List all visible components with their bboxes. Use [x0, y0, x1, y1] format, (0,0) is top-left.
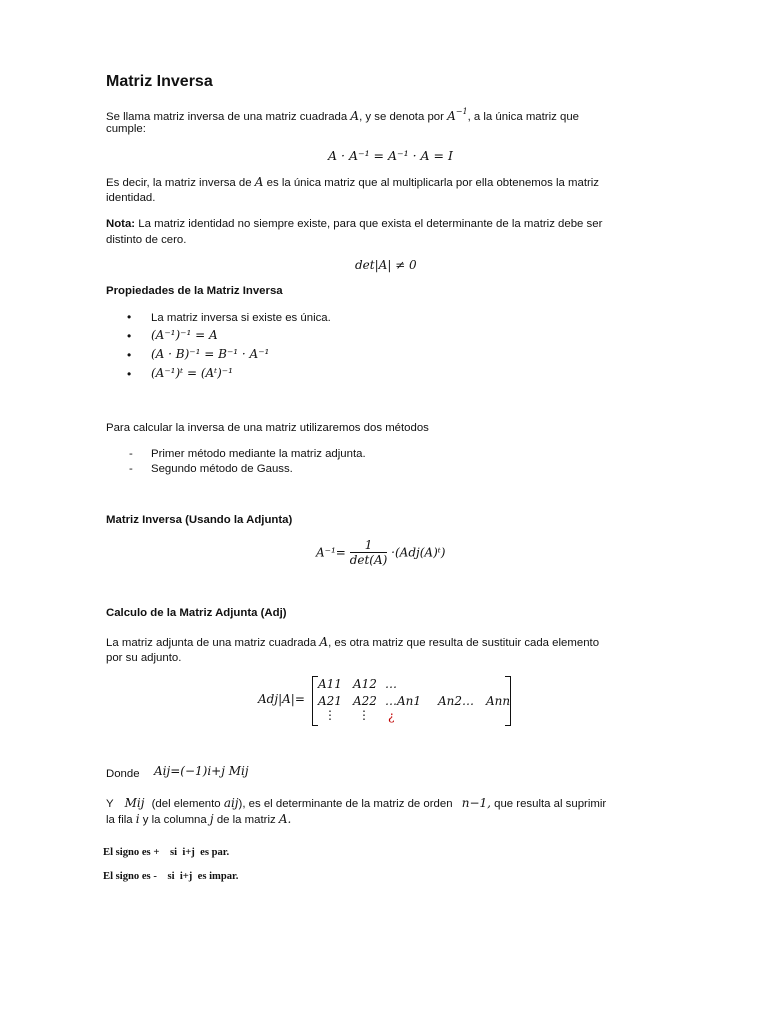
dash-marker: - — [129, 448, 133, 460]
es-decir-line-1 — [106, 174, 599, 191]
signo-par: El signo es + si i+j es par. — [103, 847, 230, 858]
nota-text: La matriz identidad no siempre existe, para que exista el determinante de la matriz debe ser — [135, 218, 603, 230]
es-decir-text-post: es la única matriz que al multiplicarla por ella obtenemos la matriz — [266, 177, 600, 189]
matrix-cell: A11 — [318, 677, 342, 691]
y-line-text-3: que resulta al suprimir — [494, 798, 607, 810]
matrix-cell: ¿ — [388, 709, 395, 723]
var-a: A. — [278, 812, 292, 826]
det-equation: det|A| ≠ 0 — [355, 258, 417, 272]
propiedad-item: (A · B)⁻¹ = B⁻¹ · A⁻¹ — [151, 347, 270, 361]
matrix-cell: An2… — [438, 694, 475, 708]
metodo-item: Primer método mediante la matriz adjunta. — [151, 448, 366, 460]
i-symbol: i — [135, 812, 140, 826]
calculo-text: La matriz adjunta de una matriz cuadrada — [106, 637, 317, 649]
matrix-cell: ⋮ — [324, 708, 336, 722]
matrix-cell: Ann — [486, 694, 511, 708]
calculo-heading: Calculo de la Matriz Adjunta (Adj) — [106, 607, 287, 619]
propiedad-item: La matriz inversa si existe es única. — [151, 312, 331, 324]
var-a: A — [319, 635, 329, 649]
y-label: Y — [106, 798, 114, 810]
fila-text-mid: y la columna — [142, 814, 207, 826]
mij-symbol: Mij — [124, 796, 145, 810]
propiedad-item: (A⁻¹)ᵗ = (Aᵗ)⁻¹ — [151, 366, 233, 380]
matrix-lhs: Adj|A|= — [258, 692, 305, 706]
j-symbol: j — [209, 812, 214, 826]
propiedades-heading: Propiedades de la Matriz Inversa — [106, 285, 283, 297]
adjunta-lhs: A⁻¹= — [316, 545, 346, 560]
intro-text-mid: , y se denota por — [359, 111, 444, 123]
matrix-cell: ⋮ — [358, 708, 370, 722]
dash-marker: - — [129, 463, 133, 475]
metodos-intro: Para calcular la inversa de una matriz utilizaremos dos métodos — [106, 422, 429, 434]
es-decir-text: Es decir, la matriz inversa de — [106, 177, 252, 189]
intro-text-post: , a la única matriz que — [467, 111, 579, 123]
adjunta-heading: Matriz Inversa (Usando la Adjunta) — [106, 514, 293, 526]
definition-equation — [328, 148, 453, 163]
bullet-icon: • — [127, 310, 132, 324]
intro-line-1 — [106, 104, 579, 125]
fila-text-post: de la matriz — [216, 814, 276, 826]
var-a: A — [350, 109, 360, 123]
order-symbol: n−1, — [461, 796, 491, 810]
calculo-text-post: , es otra matriz que resulta de sustituir cada elemento — [328, 637, 600, 649]
adjunta-equation — [316, 538, 445, 567]
y-line-text-2: ), es el determinante de la matriz de orden — [238, 798, 453, 810]
fraction-denominator: det(A) — [349, 553, 388, 567]
intro-line-2: cumple: — [106, 123, 146, 135]
fraction-numerator: 1 — [350, 538, 388, 553]
signo-impar: El signo es - si i+j es impar. — [103, 871, 239, 882]
nota-line-2: distinto de cero. — [106, 234, 187, 246]
fila-text: la fila — [106, 814, 133, 826]
y-line-text: (del elemento — [151, 798, 221, 810]
bullet-icon: • — [127, 367, 132, 381]
matrix-cell: A12 — [353, 677, 377, 691]
aij-symbol: aij — [223, 796, 239, 810]
donde-label: Donde — [106, 768, 140, 780]
adjunta-rhs: ·(Adj(A)ᵗ) — [391, 545, 446, 560]
calculo-line-2: por su adjunto. — [106, 652, 182, 664]
intro-text: Se llama matriz inversa de una matriz cuadrada — [106, 111, 348, 123]
var-a: A — [254, 175, 264, 189]
metodo-item: Segundo método de Gauss. — [151, 463, 293, 475]
bullet-icon: • — [127, 348, 132, 362]
adjunta-fraction — [350, 538, 388, 567]
matrix-cell: … — [385, 677, 397, 691]
nota-label: Nota: — [106, 218, 136, 230]
nota-line-1 — [106, 216, 602, 232]
matrix-cell: …An1 — [385, 694, 422, 708]
matrix-cell: A22 — [353, 694, 377, 708]
a-inverse-symbol: $A^{-1}$ — [447, 107, 468, 123]
y-line — [106, 795, 606, 812]
propiedad-item: (A⁻¹)⁻¹ = A — [151, 328, 218, 342]
definition-equation-text: A · A⁻¹ = A⁻¹ · A = I — [328, 148, 453, 163]
donde-equation: Aij=(−1)i+j Mij — [154, 764, 249, 778]
matrix-cell: A21 — [318, 694, 342, 708]
es-decir-line-2: identidad. — [106, 192, 156, 204]
calculo-line-1 — [106, 634, 599, 651]
page-title: Matriz Inversa — [106, 73, 213, 90]
bullet-icon: • — [127, 329, 132, 343]
fila-line — [106, 811, 291, 828]
